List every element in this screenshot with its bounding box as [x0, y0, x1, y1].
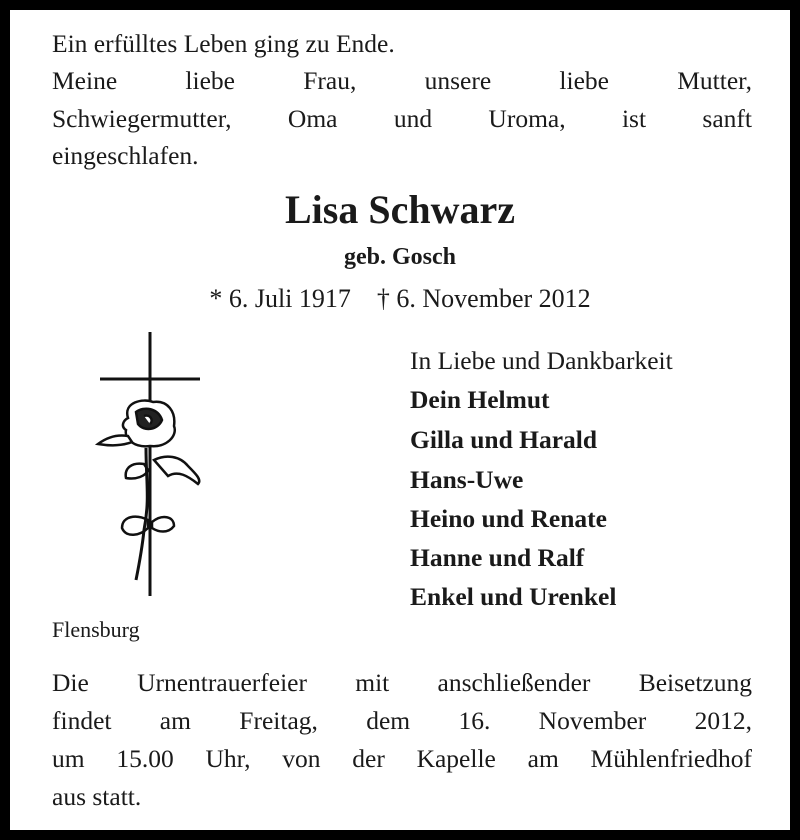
mourner-name: Heino und Renate	[410, 504, 607, 533]
funeral-line: aus statt.	[52, 782, 142, 811]
intro-line: Meine liebe Frau, unsere liebe Mutter,	[52, 66, 752, 95]
mourner-name: Enkel und Urenkel	[410, 582, 617, 611]
funeral-line: um 15.00 Uhr, von der Kapelle am Mühlenfriedhof	[52, 744, 752, 773]
intro-line: eingeschlafen.	[52, 141, 199, 170]
life-dates: * 6. Juli 1917 † 6. November 2012	[209, 284, 591, 313]
mourner-name: Gilla und Harald	[410, 425, 598, 454]
intro-line: Ein erfülltes Leben ging zu Ende.	[52, 29, 395, 58]
deceased-name: Lisa Schwarz	[285, 187, 515, 232]
intro-line: Schwiegermutter, Oma und Uroma, ist sanft	[52, 104, 752, 133]
funeral-line: findet am Freitag, dem 16. November 2012,	[52, 706, 752, 735]
place-name: Flensburg	[52, 617, 140, 642]
cross-with-rose-icon	[88, 330, 208, 600]
funeral-line: Die Urnentrauerfeier mit anschließender Beisetzung	[52, 668, 752, 697]
mourners-heading: In Liebe und Dankbarkeit	[410, 346, 673, 375]
maiden-name: geb. Gosch	[343, 244, 456, 270]
mourner-name: Dein Helmut	[410, 385, 550, 414]
mourner-name: Hanne und Ralf	[410, 543, 585, 572]
mourner-name: Hans-Uwe	[410, 465, 524, 494]
